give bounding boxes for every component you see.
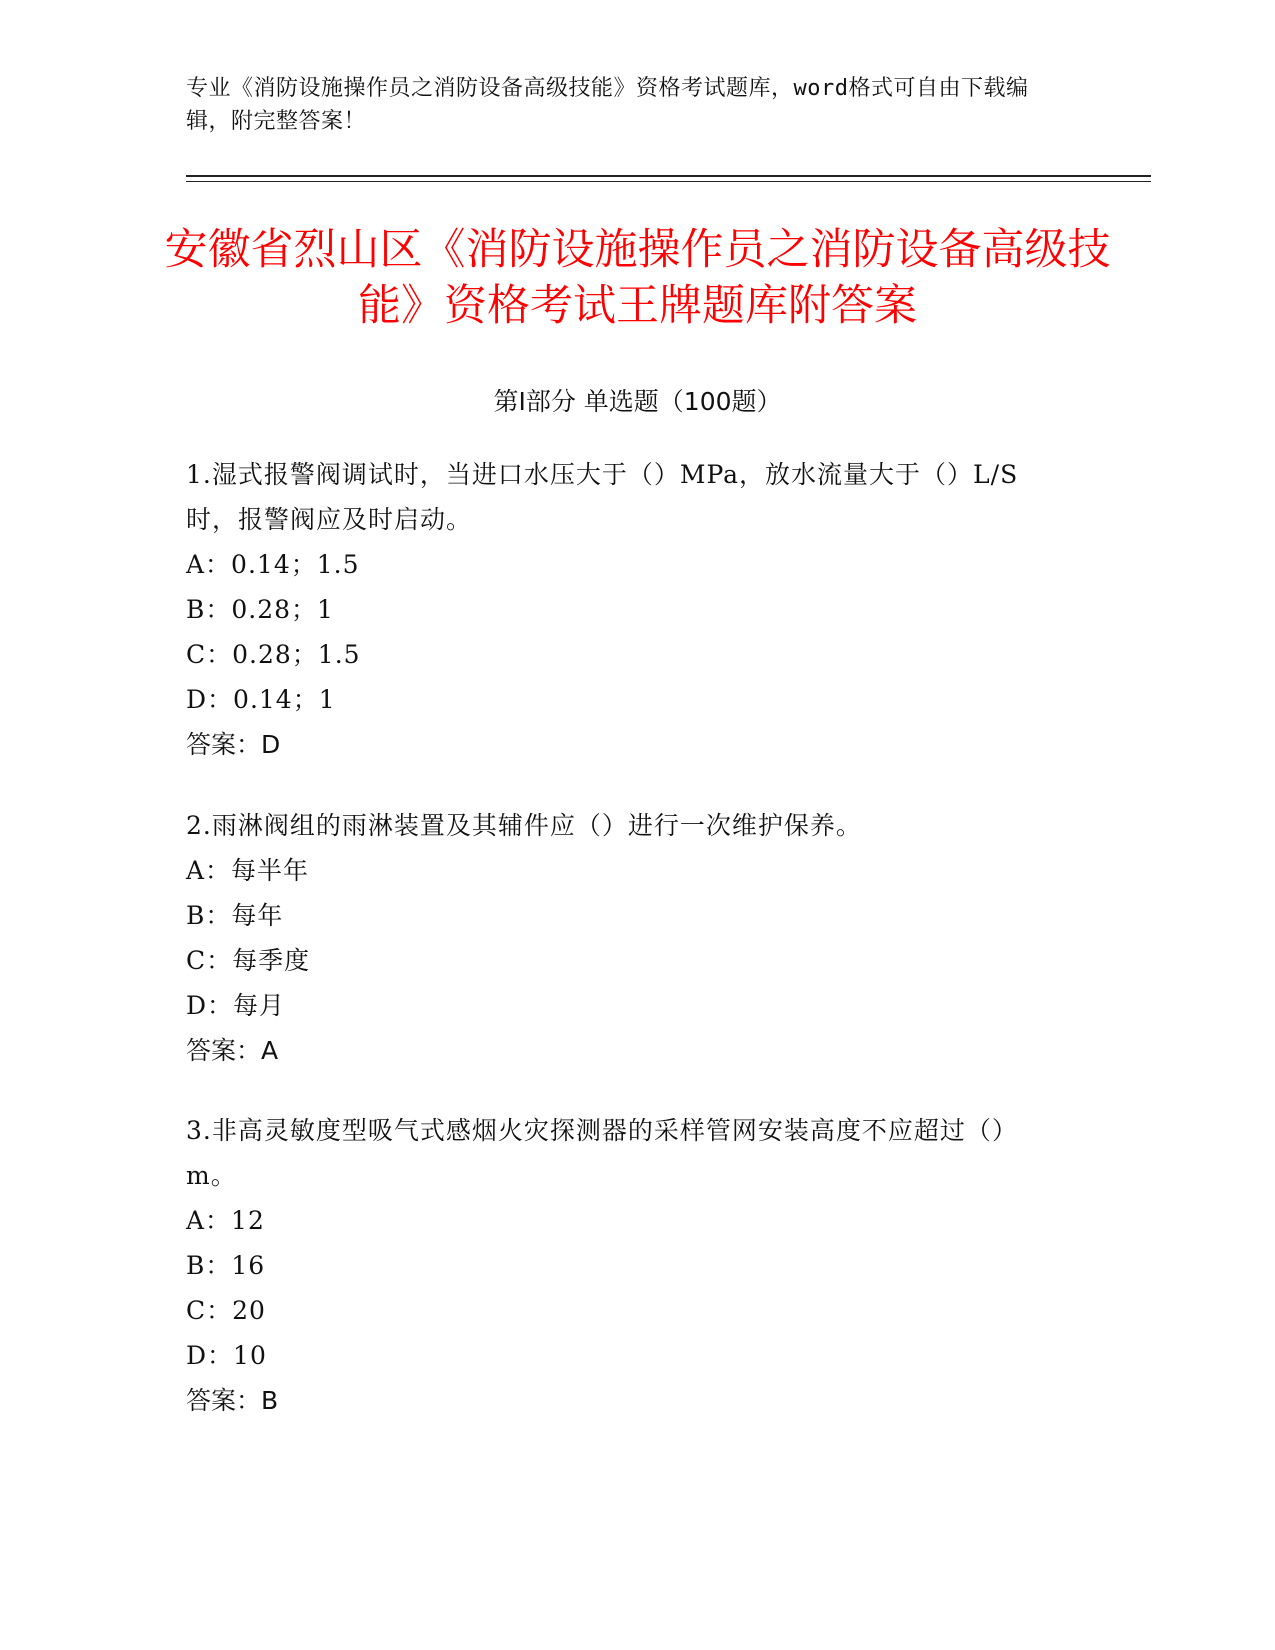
- document-title: 安徽省烈山区《消防设施操作员之消防设备高级技能》资格考试王牌题库附答案: [164, 225, 1111, 331]
- option-d: D：0.14；1: [186, 685, 336, 714]
- header-divider-thick: [186, 175, 1151, 177]
- header-note: 专业《消防设施操作员之消防设备高级技能》资格考试题库，word格式可自由下载编辑，附完整答案！: [186, 76, 1029, 134]
- option-d: D：每月: [186, 991, 286, 1020]
- option-c: C：0.28；1.5: [186, 640, 361, 669]
- question-2: [186, 803, 1066, 1073]
- option-b: B：每年: [186, 901, 284, 930]
- option-b: B：0.28；1: [186, 595, 334, 624]
- question-1: [186, 452, 1066, 767]
- option-c: C：每季度: [186, 946, 311, 975]
- option-c: C：20: [186, 1296, 266, 1325]
- option-a: A：12: [186, 1206, 265, 1235]
- option-b: B：16: [186, 1251, 266, 1280]
- answer: 答案：B: [186, 1386, 279, 1415]
- question-stem: 2.雨淋阀组的雨淋装置及其辅件应（）进行一次维护保养。: [186, 811, 862, 840]
- answer: 答案：A: [186, 1036, 279, 1065]
- option-a: A：0.14；1.5: [186, 550, 360, 579]
- question-stem: 1.湿式报警阀调试时，当进口水压大于（）MPa，放水流量大于（）L/S时，报警阀应及时启动。: [186, 460, 1019, 534]
- option-d: D：10: [186, 1341, 267, 1370]
- question-stem: 3.非高灵敏度型吸气式感烟火灾探测器的采样管网安装高度不应超过（）m。: [186, 1116, 1018, 1190]
- answer: 答案：D: [186, 730, 281, 759]
- question-3: [186, 1108, 1066, 1423]
- header-divider-thin: [186, 181, 1151, 182]
- section-heading: 第Ⅰ部分 单选题（100题）: [493, 387, 782, 416]
- option-a: A：每半年: [186, 856, 310, 885]
